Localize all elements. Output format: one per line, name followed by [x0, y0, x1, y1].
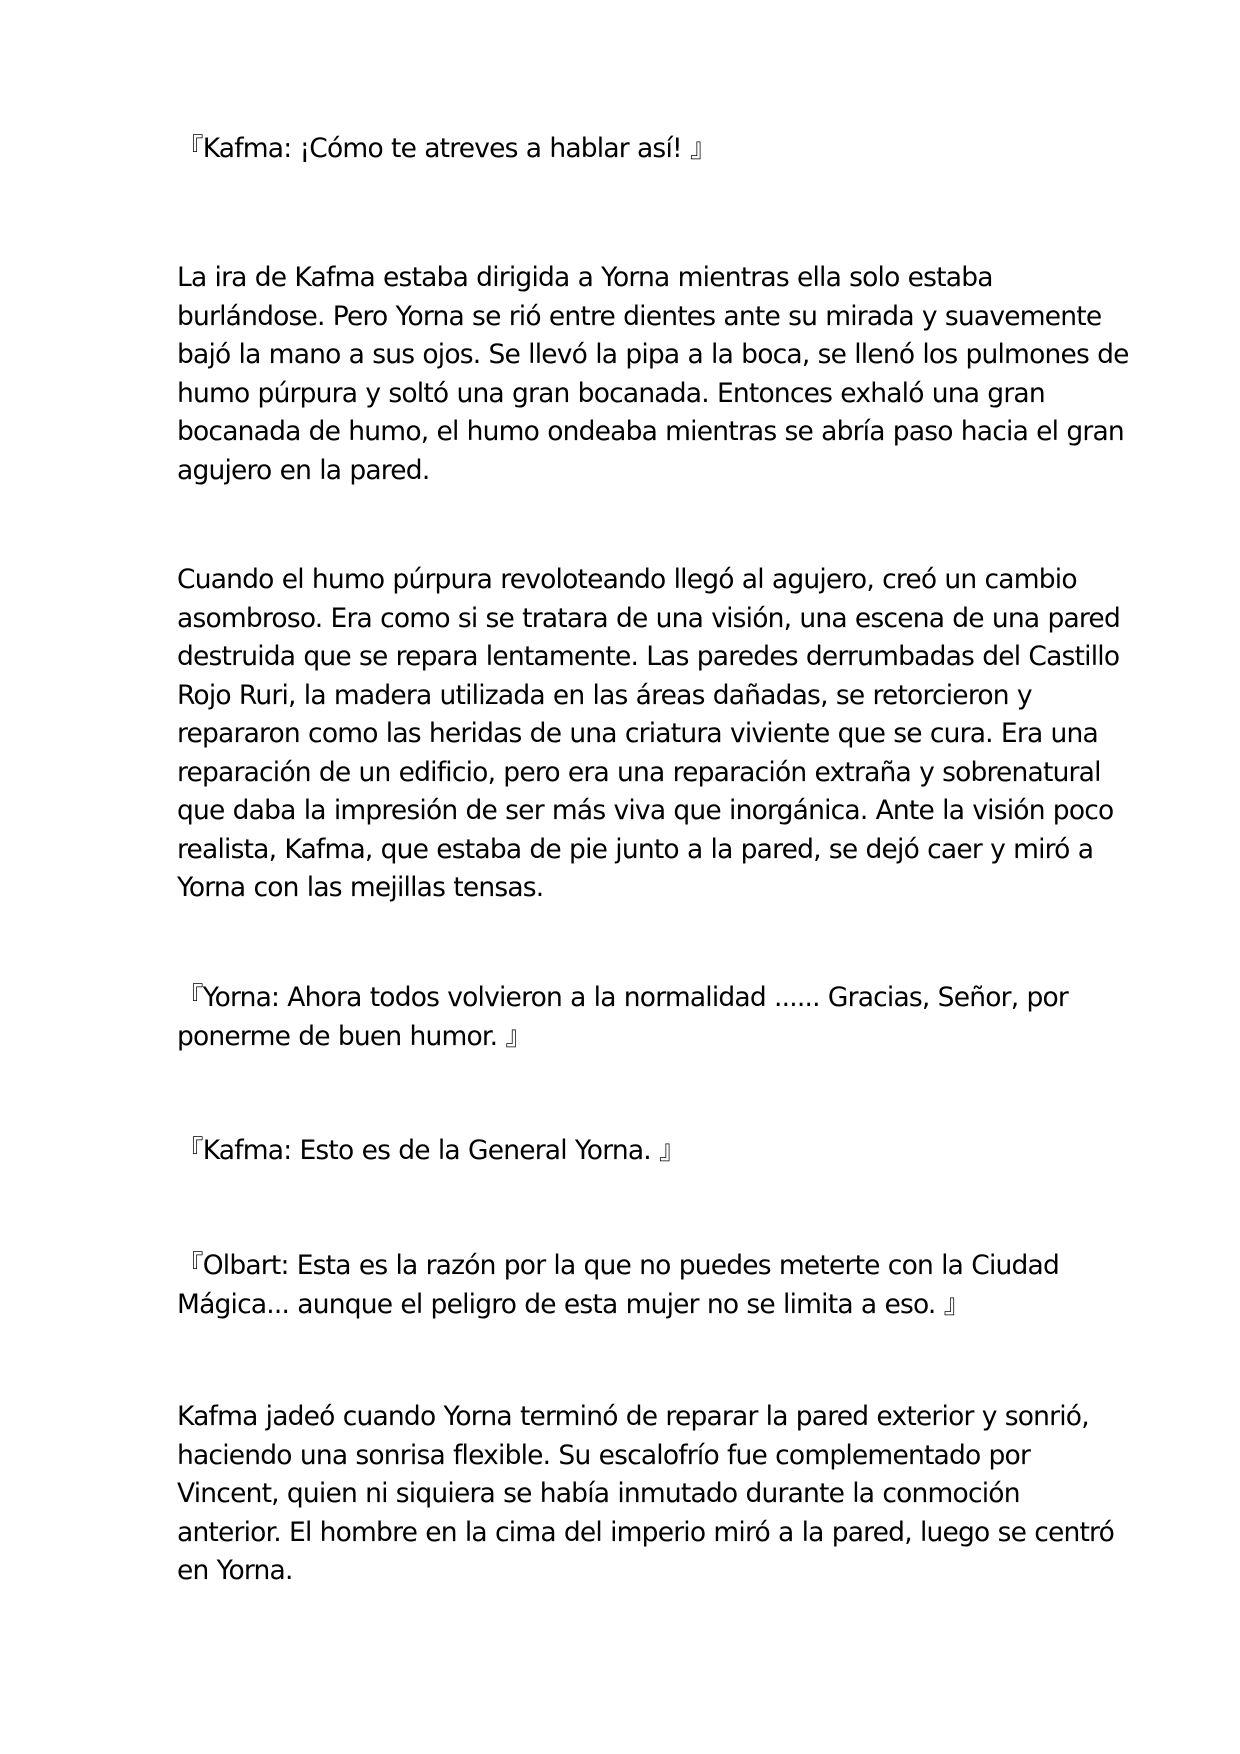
text-line: Rojo Ruri, la madera utilizada en las áreas dañadas, se retorcieron y — [177, 679, 1032, 711]
text-line: Cuando el humo púrpura revoloteando llegó al agujero, creó un cambio — [177, 564, 1077, 595]
dialogue-kafma-2 — [177, 1132, 1077, 1171]
text-line: 『Kafma: Esto es de la General Yorna. 』 — [177, 1135, 685, 1166]
text-line: Yorna con las mejillas tensas. — [177, 872, 544, 903]
text-line: humo púrpura y soltó una gran bocanada. Entonces exhaló una gran — [177, 377, 1045, 409]
text-line: 『Yorna: Ahora todos volvieron a la normalidad ...... Gracias, Señor, por — [177, 982, 1068, 1013]
text-line: realista, Kafma, que estaba de pie junto a la pared, se dejó caer y miró a — [177, 833, 1094, 865]
text-line: burlándose. Pero Yorna se rió entre dientes ante su mirada y suavemente — [177, 300, 1102, 332]
text-line: reparación de un edificio, pero era una reparación extraña y sobrenatural — [177, 756, 1101, 788]
text-line: agujero en la pared. — [177, 454, 430, 486]
text-line: destruida que se repara lentamente. Las paredes derrumbadas del Castillo — [177, 641, 1120, 672]
text-line: asombroso. Era como si se tratara de una visión, una escena de una pared — [177, 602, 1120, 634]
text-line: Mágica... aunque el peligro de esta mujer no se limita a eso. 』 — [177, 1288, 970, 1320]
dialogue-kafma-1 — [177, 130, 1077, 169]
dialogue-yorna — [177, 979, 1077, 1056]
text-line: anterior. El hombre en la cima del imperio miró a la pared, luego se centró — [177, 1516, 1114, 1548]
text-line: haciendo una sonrisa flexible. Su escalofrío fue complementado por — [177, 1439, 1031, 1471]
narration-paragraph-2 — [177, 561, 1120, 908]
narration-paragraph-1 — [177, 259, 1129, 490]
text-line: 『Olbart: Esta es la razón por la que no puedes meterte con la Ciudad — [177, 1250, 1059, 1281]
text-line: Vincent, quien ni siquiera se había inmutado durante la conmoción — [177, 1478, 1020, 1509]
text-line: bajó la mano a sus ojos. Se llevó la pipa a la boca, se llenó los pulmones de — [177, 339, 1129, 370]
text-line: en Yorna. — [177, 1555, 293, 1586]
narration-paragraph-3 — [177, 1398, 1114, 1591]
text-line: ponerme de buen humor. 』 — [177, 1020, 532, 1052]
text-line: La ira de Kafma estaba dirigida a Yorna mientras ella solo estaba — [177, 262, 993, 293]
dialogue-olbart — [177, 1247, 1077, 1324]
text-line: 『Kafma: ¡Cómo te atreves a hablar así! 』 — [177, 133, 716, 164]
text-line: bocanada de humo, el humo ondeaba mientras se abría paso hacia el gran — [177, 416, 1124, 447]
text-line: Kafma jadeó cuando Yorna terminó de reparar la pared exterior y sonrió, — [177, 1401, 1089, 1432]
text-line: repararon como las heridas de una criatura viviente que se cura. Era una — [177, 718, 1098, 749]
text-line: que daba la impresión de ser más viva que inorgánica. Ante la visión poco — [177, 795, 1114, 826]
